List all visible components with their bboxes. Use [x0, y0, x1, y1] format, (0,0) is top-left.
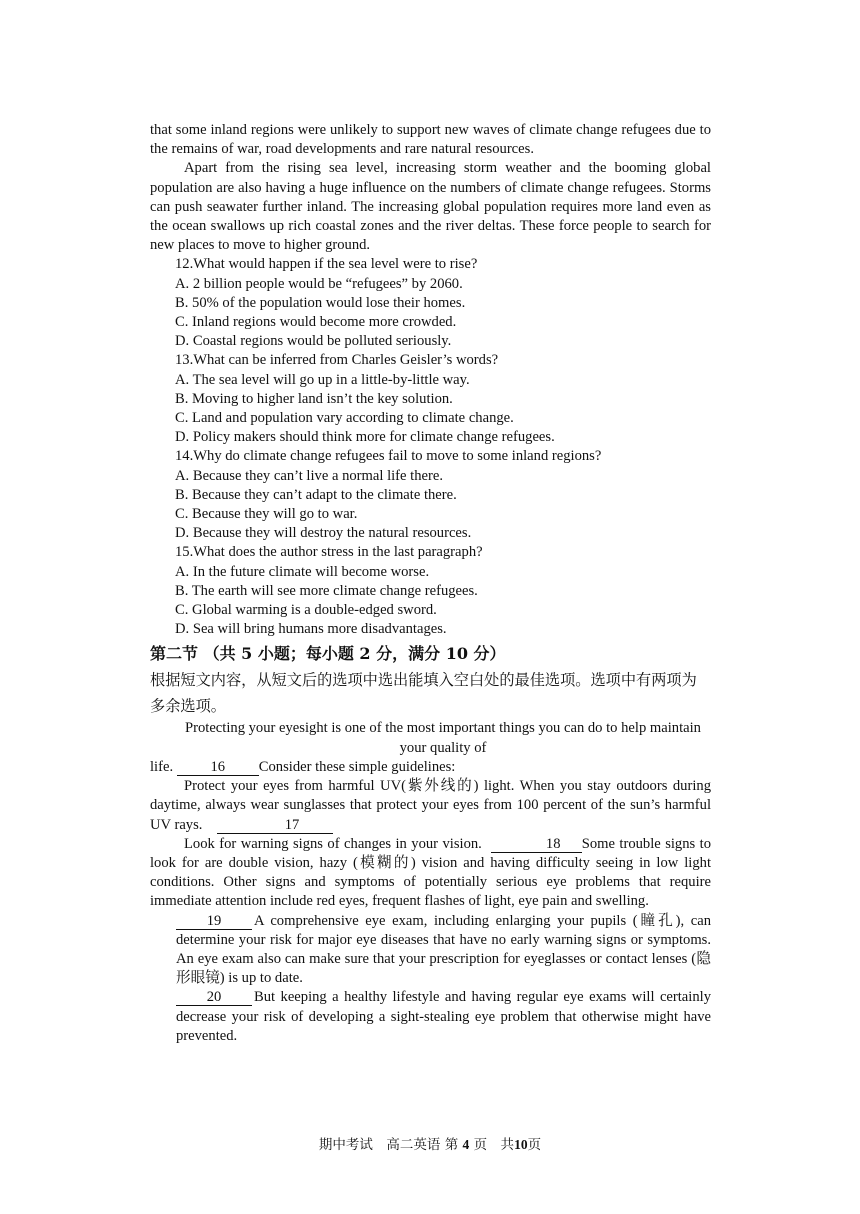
section-title: 第二节 （共 5 小题；每小题 2 分，满分 10 分）: [150, 644, 506, 664]
question-15: [150, 543, 711, 639]
page-footer: [0, 1133, 860, 1153]
footer-text: 页: [527, 1137, 542, 1153]
passage-paragraph: [150, 912, 711, 989]
passage-text: life.: [150, 758, 174, 775]
question-option: D. Policy makers should think more for climate change refugees.: [175, 429, 555, 446]
question-option: A. 2 billion people would be “refugees” by 2060.: [175, 275, 463, 292]
footer-total-pages: 10: [514, 1137, 528, 1152]
passage-paragraph: Apart from the rising sea level, increasing storm weather and the booming global population are also having a huge influence on the numbers of climate change refugees. Storms can push seawater further inland. The increasing global population requires more land even as the ocean swallows up rich coastal zones and the river deltas. These force people to search for new places to move to higher ground.: [150, 160, 711, 254]
passage-intro: Protecting your eyesight is one of the most important things you can do to help maintain your quality of: [185, 720, 701, 756]
blank-19: 19: [176, 913, 252, 930]
question-stem: 12.What would happen if the sea level were to rise?: [175, 256, 478, 273]
question-option: B. Moving to higher land isn’t the key solution.: [175, 390, 453, 407]
question-option: D. Because they will destroy the natural resources.: [175, 525, 472, 542]
question-option: A. Because they can’t live a normal life there.: [175, 467, 443, 484]
passage-text: Some trouble signs to look for are double vision, hazy (模糊的) vision and having difficulty seeing in low light conditions. Other signs and symptoms of potentially serious eye problems that require immediate attention include red eyes, frequent flashes of light, eye pain and swelling.: [150, 835, 711, 910]
exam-page-body: [150, 121, 711, 1046]
passage-paragraph: [150, 777, 711, 835]
footer-text: 期中考试 高二英语 第: [318, 1137, 459, 1153]
blank-17: 17: [217, 817, 333, 834]
blank-20: 20: [176, 989, 252, 1006]
passage-text: Consider these simple guidelines:: [258, 758, 456, 775]
question-option: A. The sea level will go up in a little-by-little way.: [175, 371, 470, 388]
question-option: C. Inland regions would become more crowded.: [175, 314, 457, 331]
question-option: D. Coastal regions would be polluted seriously.: [175, 333, 452, 350]
passage-text: But keeping a healthy lifestyle and having regular eye exams will certainly decrease your risk of developing a sight-stealing eye problem that otherwise might have prevented.: [176, 989, 711, 1044]
passage-text: A comprehensive eye exam, including enlarging your pupils (瞳孔), can determine your risk for major eye diseases that have no early warning signs or symptoms. An eye exam also can make sure that your prescription for eyeglasses or contact lenses (隐形眼镜) is up to date.: [176, 912, 711, 987]
footer-text: 页 共: [473, 1137, 515, 1153]
question-option: C. Because they will go to war.: [175, 506, 358, 523]
passage-text: Protect your eyes from harmful UV(紫外线的) light. When you stay outdoors during daytime, always wear sunglasses that protect your eyes from 100 percent of the sun’s harmful UV rays.: [150, 778, 711, 833]
question-stem: 15.What does the author stress in the last paragraph?: [175, 544, 483, 561]
question-option: B. The earth will see more climate change refugees.: [175, 582, 478, 599]
question-option: D. Sea will bring humans more disadvantages.: [175, 621, 447, 638]
blank-18: 18: [491, 836, 582, 853]
passage-paragraph: [150, 988, 711, 1046]
footer-page-number: 4: [462, 1137, 470, 1152]
question-option: A. In the future climate will become worse.: [175, 563, 430, 580]
question-option: B. 50% of the population would lose their homes.: [175, 294, 466, 311]
passage-paragraph: that some inland regions were unlikely to support new waves of climate change refugees due to the remains of war, road developments and rare natural resources.: [150, 122, 711, 158]
section-instructions: 根据短文内容，从短文后的选项中选出能填入空白处的最佳选项。选项中有两项为多余选项。: [150, 671, 697, 716]
blank-16: 16: [177, 759, 259, 776]
question-14: [150, 447, 711, 543]
question-12: [150, 255, 711, 351]
question-option: C. Land and population vary according to climate change.: [175, 410, 514, 427]
passage-paragraph: [150, 758, 711, 777]
question-option: B. Because they can’t adapt to the climate there.: [175, 486, 457, 503]
question-stem: 14.Why do climate change refugees fail to move to some inland regions?: [175, 448, 602, 465]
passage-text: Look for warning signs of changes in your vision.: [184, 835, 482, 852]
question-option: C. Global warming is a double-edged sword.: [175, 602, 437, 619]
question-13: [150, 351, 711, 447]
question-stem: 13.What can be inferred from Charles Geisler’s words?: [175, 352, 499, 369]
passage-paragraph: [150, 835, 711, 912]
